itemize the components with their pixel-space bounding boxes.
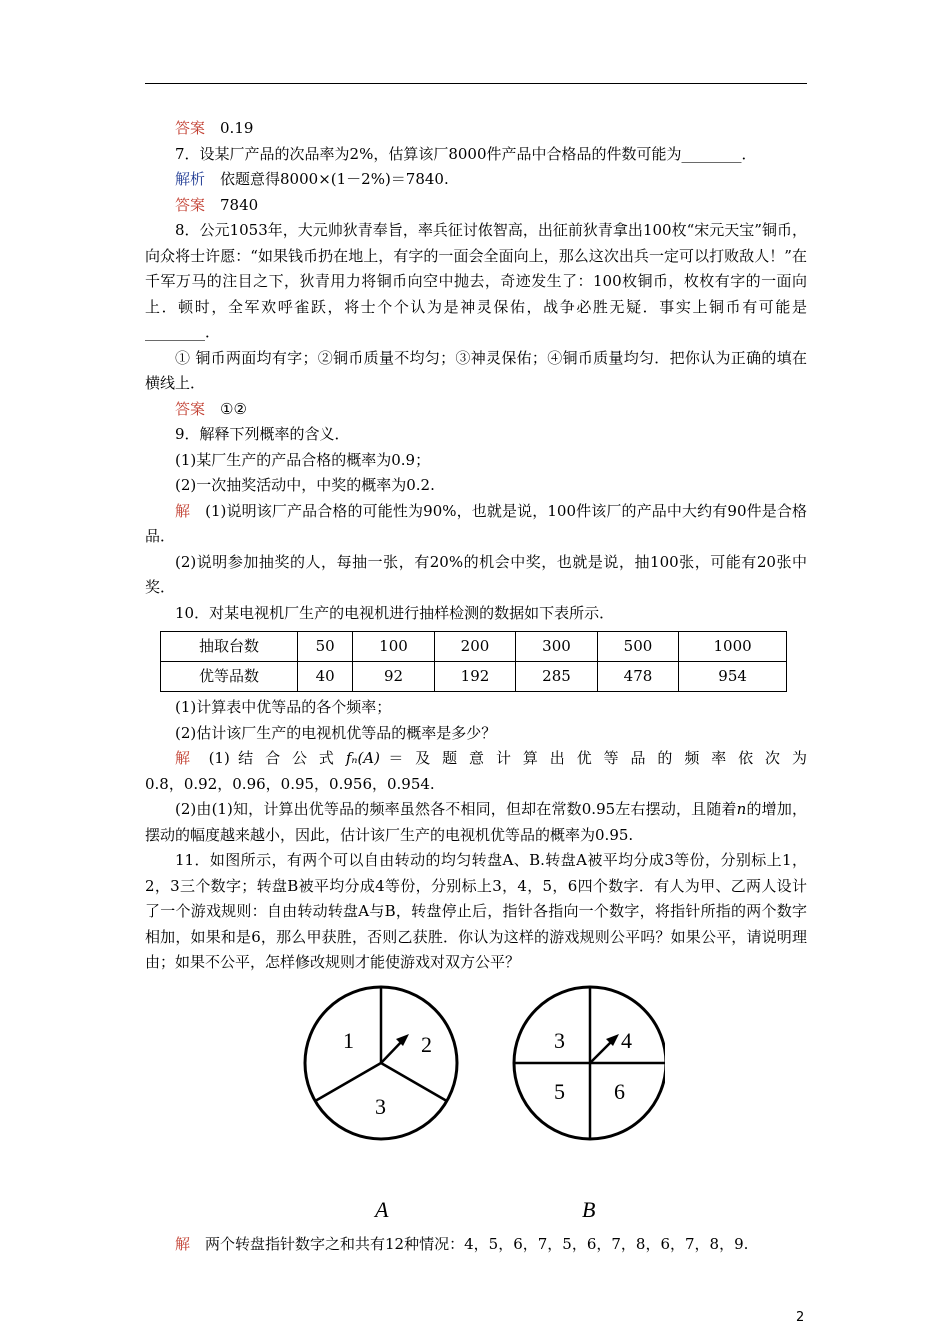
question-8: 8．公元1053年，大元帅狄青奉旨，率兵征讨侬智高，出征前狄青拿出100枚“宋元天宝”铜币，向众将士许愿：“如果钱币扔在地上，有字的一面会全面向上，那么这次出兵一定可以打败敌人！”在千军万马的注目之下，狄青用力将铜币向空中抛去，奇迹发生了：100枚铜币，枚枚有字的一面向上．顿时，全军欢呼雀跃，将士个个认为是神灵保佑，战争必胜无疑．事实上铜币有可能是________． — [145, 221, 807, 341]
q10-item-2: (2)估计该厂生产的电视机优等品的概率是多少？ — [175, 723, 497, 742]
table-cell: 200 — [434, 632, 516, 662]
table-cell: 优等品数 — [161, 662, 298, 692]
answer-tag: 答案 — [175, 399, 206, 418]
table-cell: 285 — [516, 662, 598, 692]
q10-item-1: (1)计算表中优等品的各个频率； — [175, 698, 392, 716]
spinner-label: 4 — [621, 1027, 632, 1053]
answer-tag: 答案 — [175, 119, 206, 137]
table-cell: 100 — [353, 632, 435, 662]
table-cell: 1000 — [679, 632, 787, 662]
table-row — [161, 662, 787, 692]
table-cell: 92 — [353, 662, 435, 692]
spinner-a — [305, 987, 457, 1222]
q11-solution: 解 两个转盘指针数字之和共有12种情况：4，5，6，7，5，6，7，8，6，7，8，9. — [175, 1234, 749, 1253]
table-cell: 300 — [516, 632, 598, 662]
spinner-label: 6 — [614, 1078, 625, 1104]
q9-solution-1: 解 (1)说明该厂产品合格的可能性为90%，也就是说，100件该厂的产品中大约有90件是合格品． — [145, 501, 807, 545]
spinner-label: 2 — [421, 1031, 432, 1057]
header-rule — [145, 83, 807, 84]
q9-solution-2: (2)说明参加抽奖的人，每抽一张，有20%的机会中奖，也就是说，抽100张，可能有20张中奖． — [145, 552, 807, 596]
table-row — [161, 632, 787, 662]
solution-tag: 解 — [175, 1234, 191, 1253]
q7-analysis: 解析 依题意得8000×(1－2%)＝7840. — [175, 170, 449, 188]
q10-solution-1: 解 (1) 结 合 公 式 fₙ(A) ＝ 及 题 意 计 算 出 优 等 品 的 频 率 依 次 为 — [175, 749, 807, 767]
q10-solution-1-values: 0.8，0.92，0.96，0.95，0.956，0.954. — [145, 774, 435, 793]
q9-item-1: (1)某厂生产的产品合格的概率为0.9； — [175, 450, 431, 469]
spinner-label: 3 — [554, 1027, 565, 1053]
q6-answer: 答案 0.19 — [175, 119, 254, 137]
q10-solution-2: (2)由(1)知，计算出优等品的频率虽然各不相同，但却在常数0.95左右摆动，且随着n的增加，摆动的幅度越来越小，因此，估计该厂生产的电视机优等品的概率为0.95. — [145, 800, 807, 844]
question-11: 11．如图所示，有两个可以自由转动的均匀转盘A、B.转盘A被平均分成3等份，分别标上1，2，3三个数字；转盘B被平均分成4等份，分别标上3，4，5，6四个数字．有人为甲、乙两人设计了一个游戏规则：自由转动转盘A与B，转盘停止后，指针各指向一个数字，将指针所指的两个数字相加，如果和是6，那么甲获胜，否则乙获胜．你认为这样的游戏规则公平吗？如果公平，请说明理由；如果不公平，怎样修改规则才能使游戏对双方公平？ — [145, 851, 807, 971]
answer-tag: 答案 — [175, 195, 206, 214]
q9-item-2: (2)一次抽奖活动中，中奖的概率为0.2. — [175, 476, 435, 494]
q7-answer: 答案 7840 — [175, 195, 259, 214]
table-cell: 40 — [298, 662, 353, 692]
spinners-diagram — [295, 982, 665, 1232]
solution-tag: 解 — [175, 501, 191, 520]
q8-answer: 答案 ①② — [175, 399, 247, 418]
spinner-label: 1 — [343, 1027, 354, 1053]
table-cell: 478 — [597, 662, 679, 692]
table-cell: 192 — [434, 662, 516, 692]
table-cell: 50 — [298, 632, 353, 662]
table-cell: 500 — [597, 632, 679, 662]
question-7: 7．设某厂产品的次品率为2%，估算该厂8000件产品中合格品的件数可能为________． — [175, 144, 757, 163]
spinner-label: 3 — [375, 1093, 386, 1119]
table-cell: 抽取台数 — [161, 632, 298, 662]
spinner-b-caption: B — [582, 1196, 596, 1222]
spinner-a-caption: A — [375, 1196, 389, 1222]
formula-fn: fₙ(A) — [345, 749, 380, 767]
spinner-b — [514, 987, 665, 1222]
sampling-table — [160, 631, 787, 692]
page-content — [145, 116, 807, 1257]
spinner-figure — [145, 982, 807, 1232]
spinner-label: 5 — [554, 1078, 565, 1104]
solution-tag: 解 — [175, 749, 194, 767]
q8-options: ① 铜币两面均有字；②铜币质量不均匀；③神灵保佑；④铜币质量均匀．把你认为正确的填在横线上． — [145, 348, 807, 392]
question-9: 9．解释下列概率的含义． — [175, 425, 350, 443]
table-cell: 954 — [679, 662, 787, 692]
page-number: 2 — [796, 1310, 805, 1325]
question-10: 10．对某电视机厂生产的电视机进行抽样检测的数据如下表所示． — [175, 603, 615, 622]
analysis-tag: 解析 — [175, 170, 206, 188]
